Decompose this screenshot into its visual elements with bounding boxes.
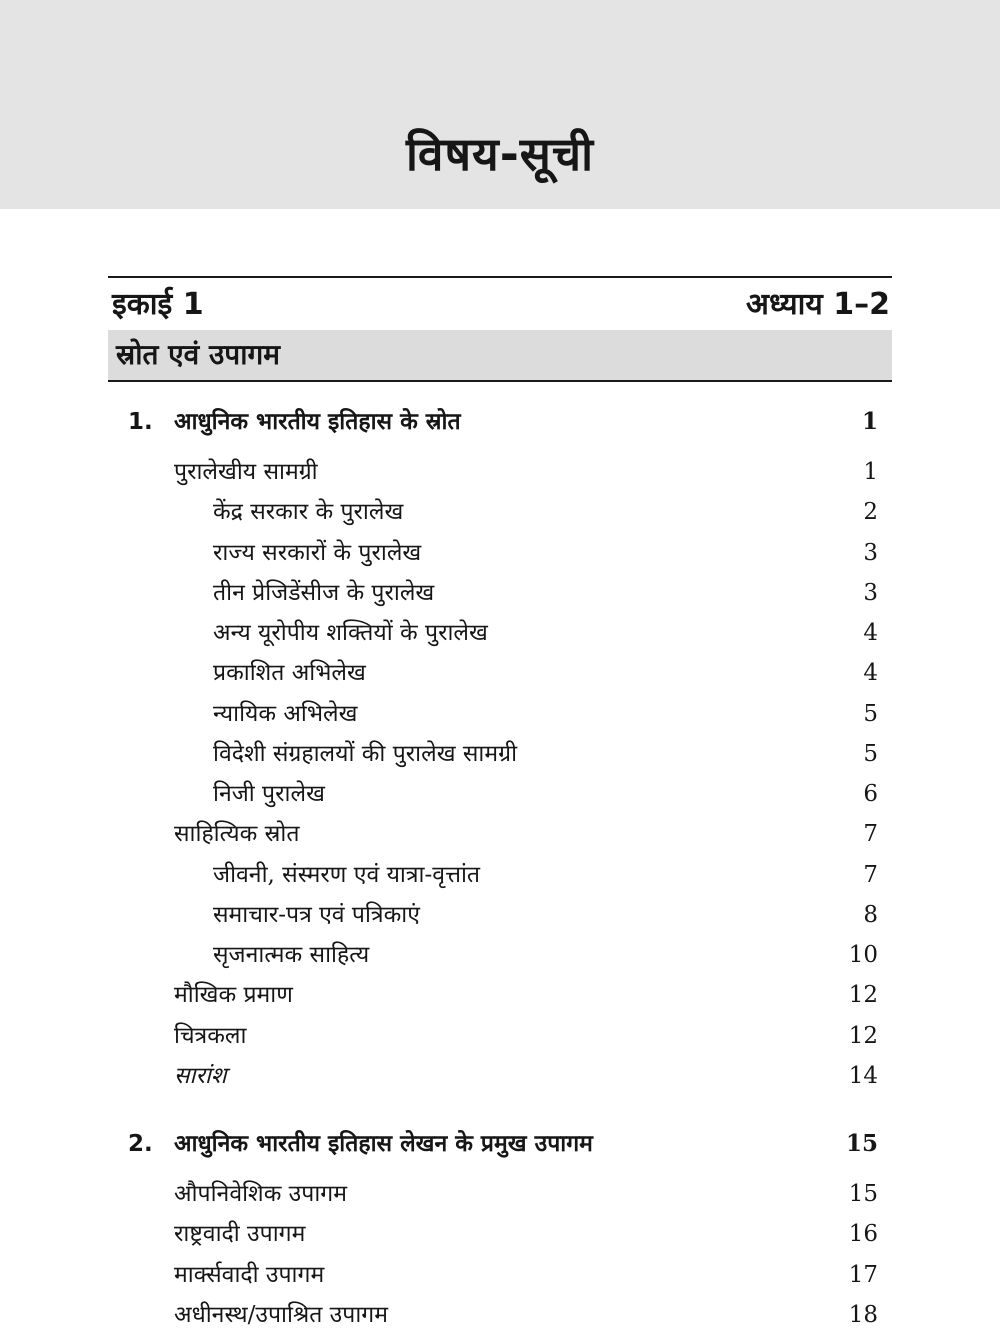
chapter-number: 1.: [128, 409, 153, 435]
toc-subentry[interactable]: [213, 937, 878, 973]
toc-entry[interactable]: [174, 1216, 878, 1252]
toc-entry[interactable]: [174, 816, 878, 852]
toc-page-number: 4: [863, 660, 878, 686]
toc-entry[interactable]: [174, 1257, 878, 1293]
toc-entry-title: राज्य सरकारों के पुरालेख: [213, 540, 422, 566]
toc-entry-title: पुरालेखीय सामग्री: [174, 459, 318, 485]
toc-page-number: 10: [848, 942, 878, 968]
chapter-title: आधुनिक भारतीय इतिहास लेखन के प्रमुख उपागम: [174, 1131, 593, 1157]
toc-page-number: 5: [863, 701, 878, 727]
toc-entry[interactable]: [174, 977, 878, 1013]
toc-entry-title: मौखिक प्रमाण: [174, 982, 293, 1008]
toc-subentry[interactable]: [213, 655, 878, 691]
toc-page-number: 14: [848, 1063, 878, 1089]
toc-entry[interactable]: [174, 1176, 878, 1212]
chapter-number: 2.: [128, 1131, 153, 1157]
toc-page-number: 3: [863, 580, 878, 606]
chapter-title: आधुनिक भारतीय इतिहास के स्रोत: [174, 409, 461, 435]
chapter-range: अध्याय 1–2: [746, 287, 890, 322]
toc-page-number: 12: [848, 982, 878, 1008]
toc-entry-title: सृजनात्मक साहित्य: [213, 942, 370, 968]
toc-entry[interactable]: [174, 1058, 878, 1094]
toc-subentry[interactable]: [213, 696, 878, 732]
toc-subentry[interactable]: [213, 897, 878, 933]
toc-entry-title: चित्रकला: [174, 1023, 247, 1049]
toc-page-number: 18: [848, 1302, 878, 1328]
toc-entry-title: निजी पुरालेख: [213, 781, 325, 807]
toc-subentry[interactable]: [213, 494, 878, 530]
toc-entry[interactable]: [174, 1018, 878, 1054]
section-title: स्रोत एवं उपागम: [116, 338, 280, 371]
toc-page-number: 16: [848, 1221, 878, 1247]
toc-page-number: 6: [863, 781, 878, 807]
toc-subentry[interactable]: [213, 776, 878, 812]
toc-entry[interactable]: [174, 1297, 878, 1333]
toc-page-number: 12: [848, 1023, 878, 1049]
chapter-page-number: 15: [845, 1130, 878, 1157]
toc-entry-title: अन्य यूरोपीय शक्तियों के पुरालेख: [213, 620, 488, 646]
toc-entry-title: केंद्र सरकार के पुरालेख: [213, 499, 404, 525]
toc-entry-title: मार्क्सवादी उपागम: [174, 1262, 325, 1288]
toc-page-number: 15: [848, 1181, 878, 1207]
toc-page-number: 1: [863, 459, 878, 485]
toc-subentry[interactable]: [213, 615, 878, 651]
toc-page-number: 4: [863, 620, 878, 646]
toc-page-number: 8: [863, 902, 878, 928]
page-title: विषय-सूची: [405, 127, 595, 181]
toc-entry-title: विदेशी संग्रहालयों की पुरालेख सामग्री: [213, 741, 518, 767]
toc-page-number: 17: [848, 1262, 878, 1288]
toc-page-number: 3: [863, 540, 878, 566]
toc-entry-title: राष्ट्रवादी उपागम: [174, 1221, 306, 1247]
toc-entry-title: जीवनी, संस्मरण एवं यात्रा-वृत्तांत: [213, 862, 481, 888]
toc-subentry[interactable]: [213, 575, 878, 611]
unit-label: इकाई 1: [112, 287, 204, 322]
toc-entry-title: प्रकाशित अभिलेख: [213, 660, 366, 686]
toc-entry-title: सारांश: [174, 1063, 227, 1089]
toc-entry-title: अधीनस्थ/उपाश्रित उपागम: [174, 1302, 388, 1328]
toc-page-number: 7: [863, 821, 878, 847]
toc-subentry[interactable]: [213, 535, 878, 571]
toc-entry-title: तीन प्रेजिडेंसीज के पुरालेख: [213, 580, 435, 606]
toc-subentry[interactable]: [213, 857, 878, 893]
toc-entry-title: साहित्यिक स्रोत: [174, 821, 300, 847]
toc-entry-title: न्यायिक अभिलेख: [213, 701, 358, 727]
chapter-heading[interactable]: [128, 1126, 878, 1162]
toc-entry-title: समाचार-पत्र एवं पत्रिकाएं: [213, 902, 420, 928]
toc-page-number: 7: [863, 862, 878, 888]
chapter-page-number: 1: [861, 408, 878, 435]
toc-entry-title: औपनिवेशिक उपागम: [174, 1181, 348, 1207]
toc-entry[interactable]: [174, 454, 878, 490]
toc-subentry[interactable]: [213, 736, 878, 772]
chapter-heading[interactable]: [128, 404, 878, 440]
toc-page-number: 5: [863, 741, 878, 767]
toc-page-number: 2: [863, 499, 878, 525]
